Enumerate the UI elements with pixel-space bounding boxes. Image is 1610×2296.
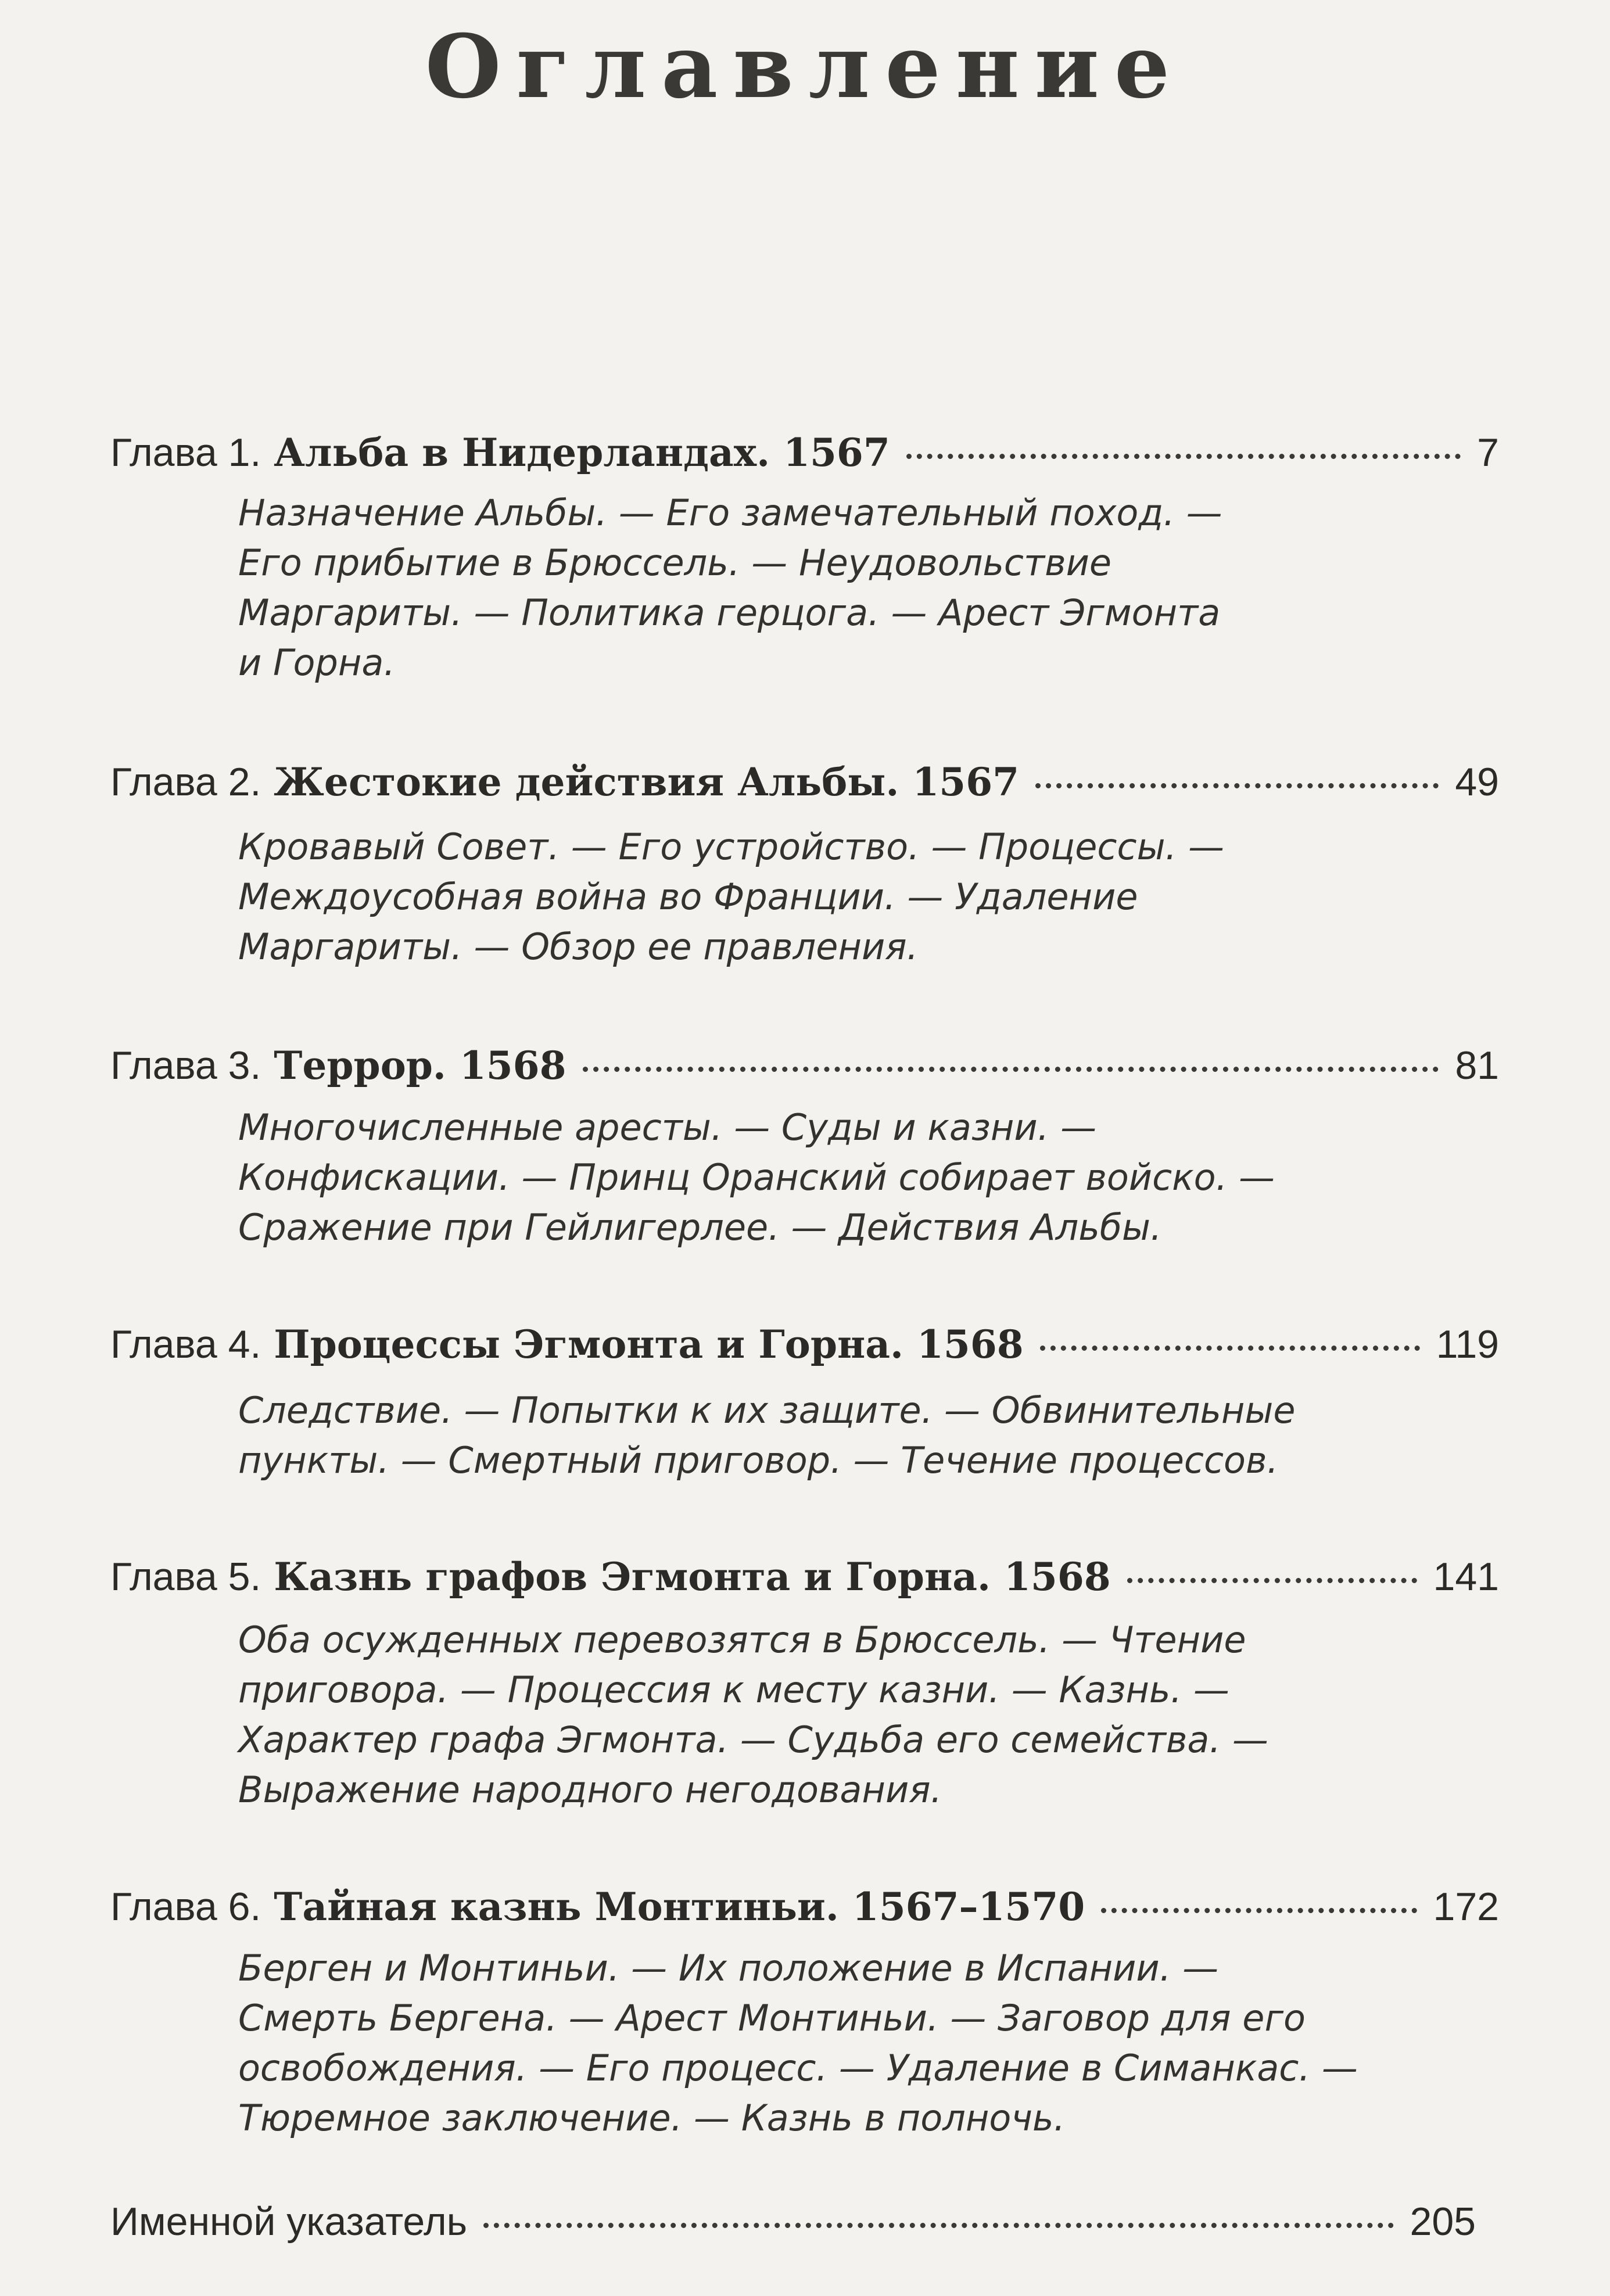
page-number: 7 <box>1477 430 1499 475</box>
summary-line: Назначение Альбы. — Его замечательный поход. — <box>238 492 1222 534</box>
summary-line: Конфискации. — Принц Оранский собирает войско. — <box>238 1156 1275 1199</box>
summary-line: Кровавый Совет. — Его устройство. — Процессы. — <box>238 826 1224 868</box>
chapter-summary <box>238 488 1400 688</box>
chapter-label: Глава 4. <box>110 1322 261 1366</box>
page-title: Оглавление <box>425 16 1185 118</box>
page-number: 205 <box>1410 2200 1476 2244</box>
summary-line: и Горна. <box>238 641 396 684</box>
summary-line: Характер графа Эгмонта. — Судьба его семейства. — <box>238 1719 1268 1761</box>
chapter-title: Казнь графов Эгмонта и Горна. 1568 <box>274 1554 1111 1599</box>
chapter-summary <box>238 1386 1400 1486</box>
chapter-label: Глава 5. <box>110 1555 261 1599</box>
chapter-label: Глава 3. <box>110 1043 261 1088</box>
toc-entry-chapter-4 <box>110 1322 1499 1367</box>
toc-entry-chapter-1 <box>110 430 1499 475</box>
summary-line: Его прибытие в Брюссель. — Неудовольствие <box>238 541 1112 584</box>
summary-line: Маргариты. — Политика герцога. — Арест Эгмонта <box>238 591 1221 634</box>
dot-leader <box>1101 1908 1417 1913</box>
chapter-title: Тайная казнь Монтиньи. 1567–1570 <box>274 1884 1085 1929</box>
chapter-summary <box>238 1943 1400 2143</box>
toc-entry-chapter-5 <box>110 1554 1499 1599</box>
page-number: 81 <box>1455 1043 1499 1088</box>
summary-line: Сражение при Гейлигерлее. — Действия Альбы. <box>238 1206 1162 1249</box>
page-number: 119 <box>1436 1322 1499 1366</box>
summary-line: Смерть Бергена. — Арест Монтиньи. — Заговор для его <box>238 1997 1306 2039</box>
toc-entry-chapter-6 <box>110 1884 1499 1929</box>
toc-entry-chapter-3 <box>110 1043 1499 1088</box>
chapter-title: Террор. 1568 <box>274 1043 566 1088</box>
toc-entry-index <box>110 2200 1476 2244</box>
chapter-title: Жестокие действия Альбы. 1567 <box>274 759 1020 805</box>
page-number: 49 <box>1455 760 1499 804</box>
chapter-summary <box>238 1615 1400 1815</box>
chapter-label: Глава 1. <box>110 430 261 475</box>
chapter-summary <box>238 822 1400 972</box>
toc-entry-chapter-2 <box>110 759 1499 805</box>
summary-line: Следствие. — Попытки к их защите. — Обвинительные <box>238 1389 1296 1432</box>
dot-leader <box>483 2223 1393 2228</box>
chapter-title: Альба в Нидерландах. 1567 <box>274 430 890 475</box>
chapter-label: Глава 2. <box>110 760 261 804</box>
summary-line: пункты. — Смертный приговор. — Течение процессов. <box>238 1439 1279 1481</box>
dot-leader <box>1040 1346 1420 1351</box>
index-label: Именной указатель <box>110 2200 468 2244</box>
dot-leader <box>1035 783 1439 788</box>
summary-line: Междоусобная война во Франции. — Удаление <box>238 876 1138 918</box>
summary-line: Выражение народного негодования. <box>238 1768 942 1811</box>
summary-line: Оба осужденных перевозятся в Брюссель. — Чтение <box>238 1619 1246 1661</box>
summary-line: освобождения. — Его процесс. — Удаление в Симанкас. — <box>238 2047 1358 2089</box>
page-number: 141 <box>1433 1555 1499 1599</box>
chapter-summary <box>238 1103 1400 1253</box>
summary-line: Многочисленные аресты. — Суды и казни. — <box>238 1106 1097 1149</box>
summary-line: Берген и Монтиньи. — Их положение в Испании. — <box>238 1947 1219 1989</box>
dot-leader <box>1127 1578 1417 1583</box>
dot-leader <box>583 1067 1439 1072</box>
chapter-label: Глава 6. <box>110 1885 261 1929</box>
summary-line: Тюремное заключение. — Казнь в полночь. <box>238 2097 1066 2139</box>
chapter-title: Процессы Эгмонта и Горна. 1568 <box>274 1322 1024 1367</box>
summary-line: приговора. — Процессия к месту казни. — Казнь. — <box>238 1669 1229 1711</box>
page-number: 172 <box>1433 1885 1499 1929</box>
dot-leader <box>906 454 1461 459</box>
summary-line: Маргариты. — Обзор ее правления. <box>238 925 919 968</box>
